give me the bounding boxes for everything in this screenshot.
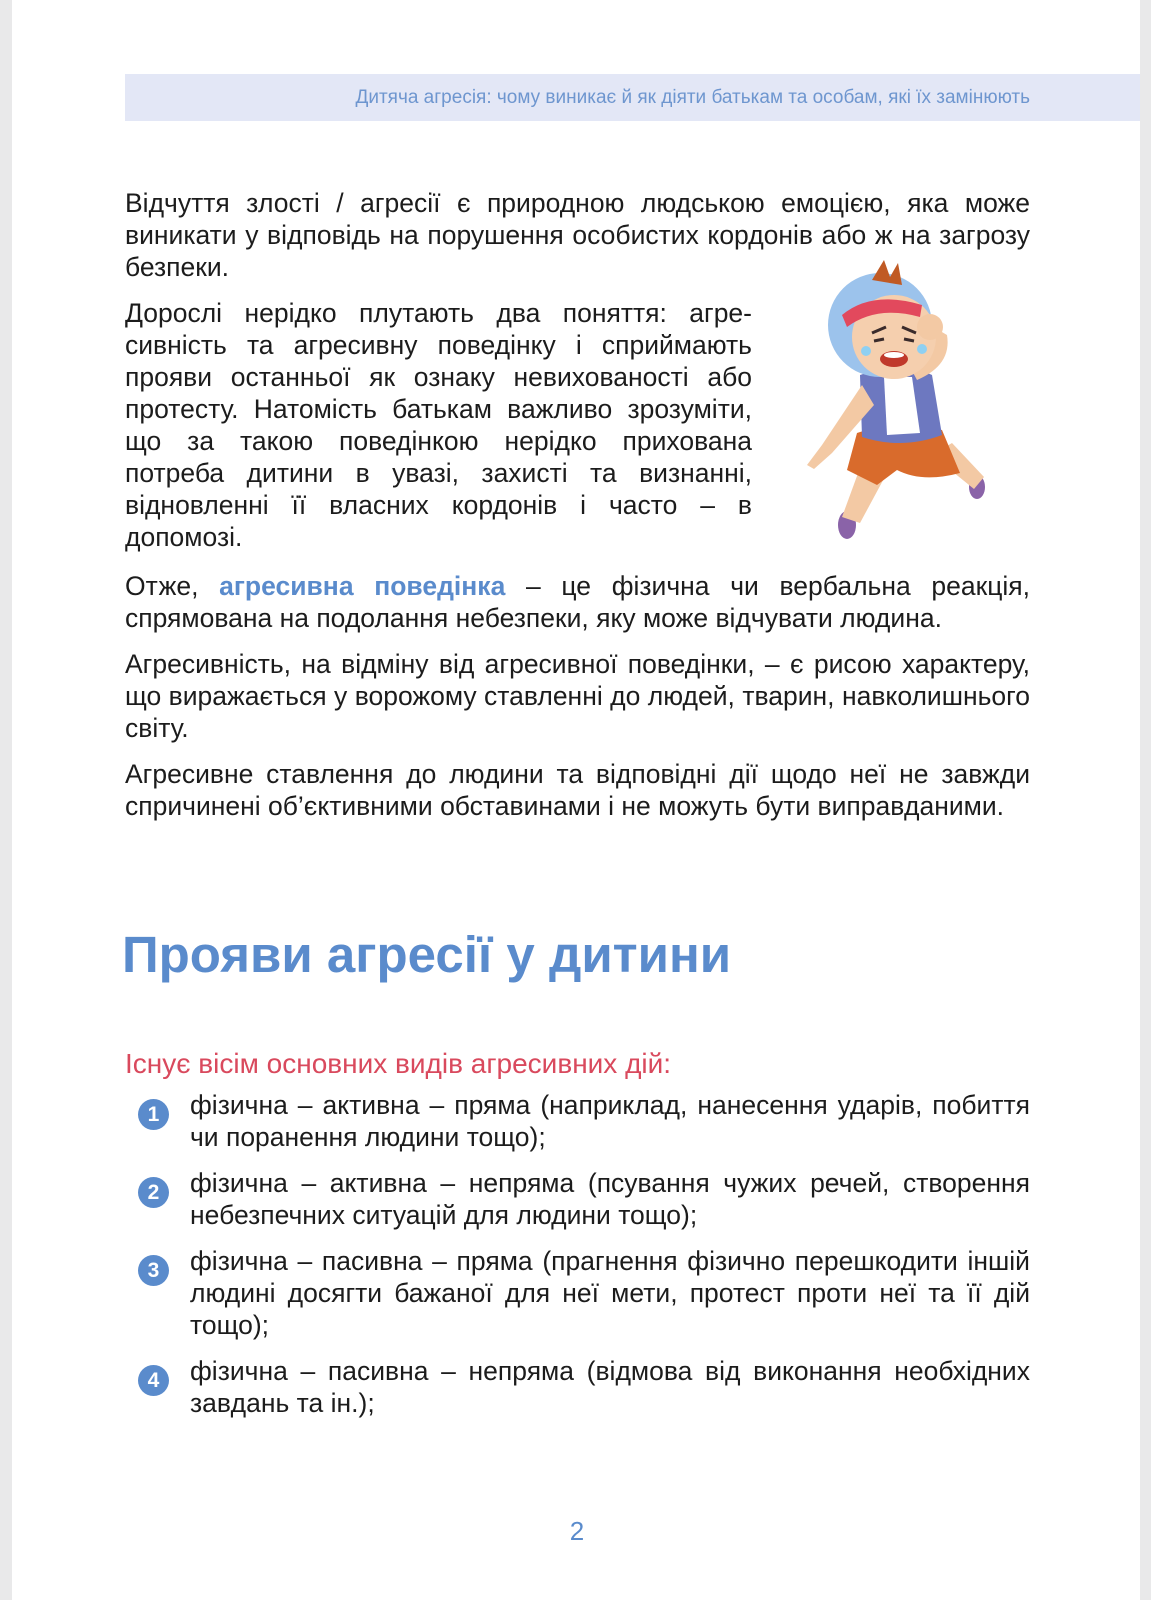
crying-boy-illustration (802, 255, 1022, 555)
paragraph-definition (125, 570, 1030, 634)
document-page (12, 0, 1140, 1600)
paragraph-attitude: Агресивне ставлення до людини та відповідні дії щодо неї не завжди спричинені об’єктивними обставинами і не можуть бути виправданими. (125, 759, 1030, 821)
list-item-text: фізична – пасивна – пряма (прагнення фізично перешкодити іншій людині досягти бажаної для неї мети, протест проти неї та її дій тощо); (190, 1246, 1030, 1340)
list-number-badge: 4 (138, 1365, 169, 1396)
definition-lead: Отже, (125, 571, 220, 601)
definition-body: – це фізична чи вербальна реакція, спрямована на подолання небезпеки, яку може відчувати людина. (125, 571, 1030, 633)
running-header-title: Дитяча агресія: чому виникає й як діяти батькам та особам, які їх замінюють (355, 87, 1030, 108)
list-number-badge: 1 (138, 1099, 169, 1130)
section-heading: Прояви агресії у дитини (122, 926, 732, 983)
paragraph-aggressiveness: Агресивність, на відміну від агресивної поведінки, – є рисою характеру, що виражається у ворожому ставленні до людей, тварин, навколишнього світу. (125, 649, 1030, 743)
fist (917, 314, 943, 340)
page-number: 2 (569, 1516, 585, 1546)
list-item-text: фізична – пасивна – непряма (відмова від виконання необхідних завдань та ін.); (190, 1356, 1030, 1418)
list-item-text: фізична – активна – непряма (псування чужих речей, створення небезпечних ситуацій для людини тощо); (190, 1168, 1030, 1230)
tear-left (861, 346, 871, 356)
list-item-text: фізична – активна – пряма (наприклад, нанесення ударів, побиття чи поранення людини тощо); (190, 1090, 1030, 1152)
definition-term: агресивна поведінка (219, 571, 506, 601)
list-number-badge: 2 (138, 1177, 169, 1208)
paragraph-confusion: Дорослі нерідко плутають два поняття: агресивність та агресивну поведінку і сприймають прояви останньої як ознаку невихованості або протесту. Натомість батькам важливо зрозуміти, що за такою поведінкою нерідко прихована потреба дитини в увазі, захисті та визнанні, відновленні її власних кордонів і часто – в допомозі. (125, 298, 752, 552)
list-number-badge: 3 (138, 1255, 169, 1286)
running-header (125, 74, 1140, 121)
paragraph-intro: Відчуття злості / агресії є природною людською емоцією, яка може виникати у відповідь на порушення особистих кордонів або ж на загрозу безпеки. (125, 188, 1030, 282)
tear-right (917, 344, 927, 354)
teeth (884, 352, 904, 358)
section-subheading: Існує вісім основних видів агресивних дій: (125, 1048, 672, 1079)
